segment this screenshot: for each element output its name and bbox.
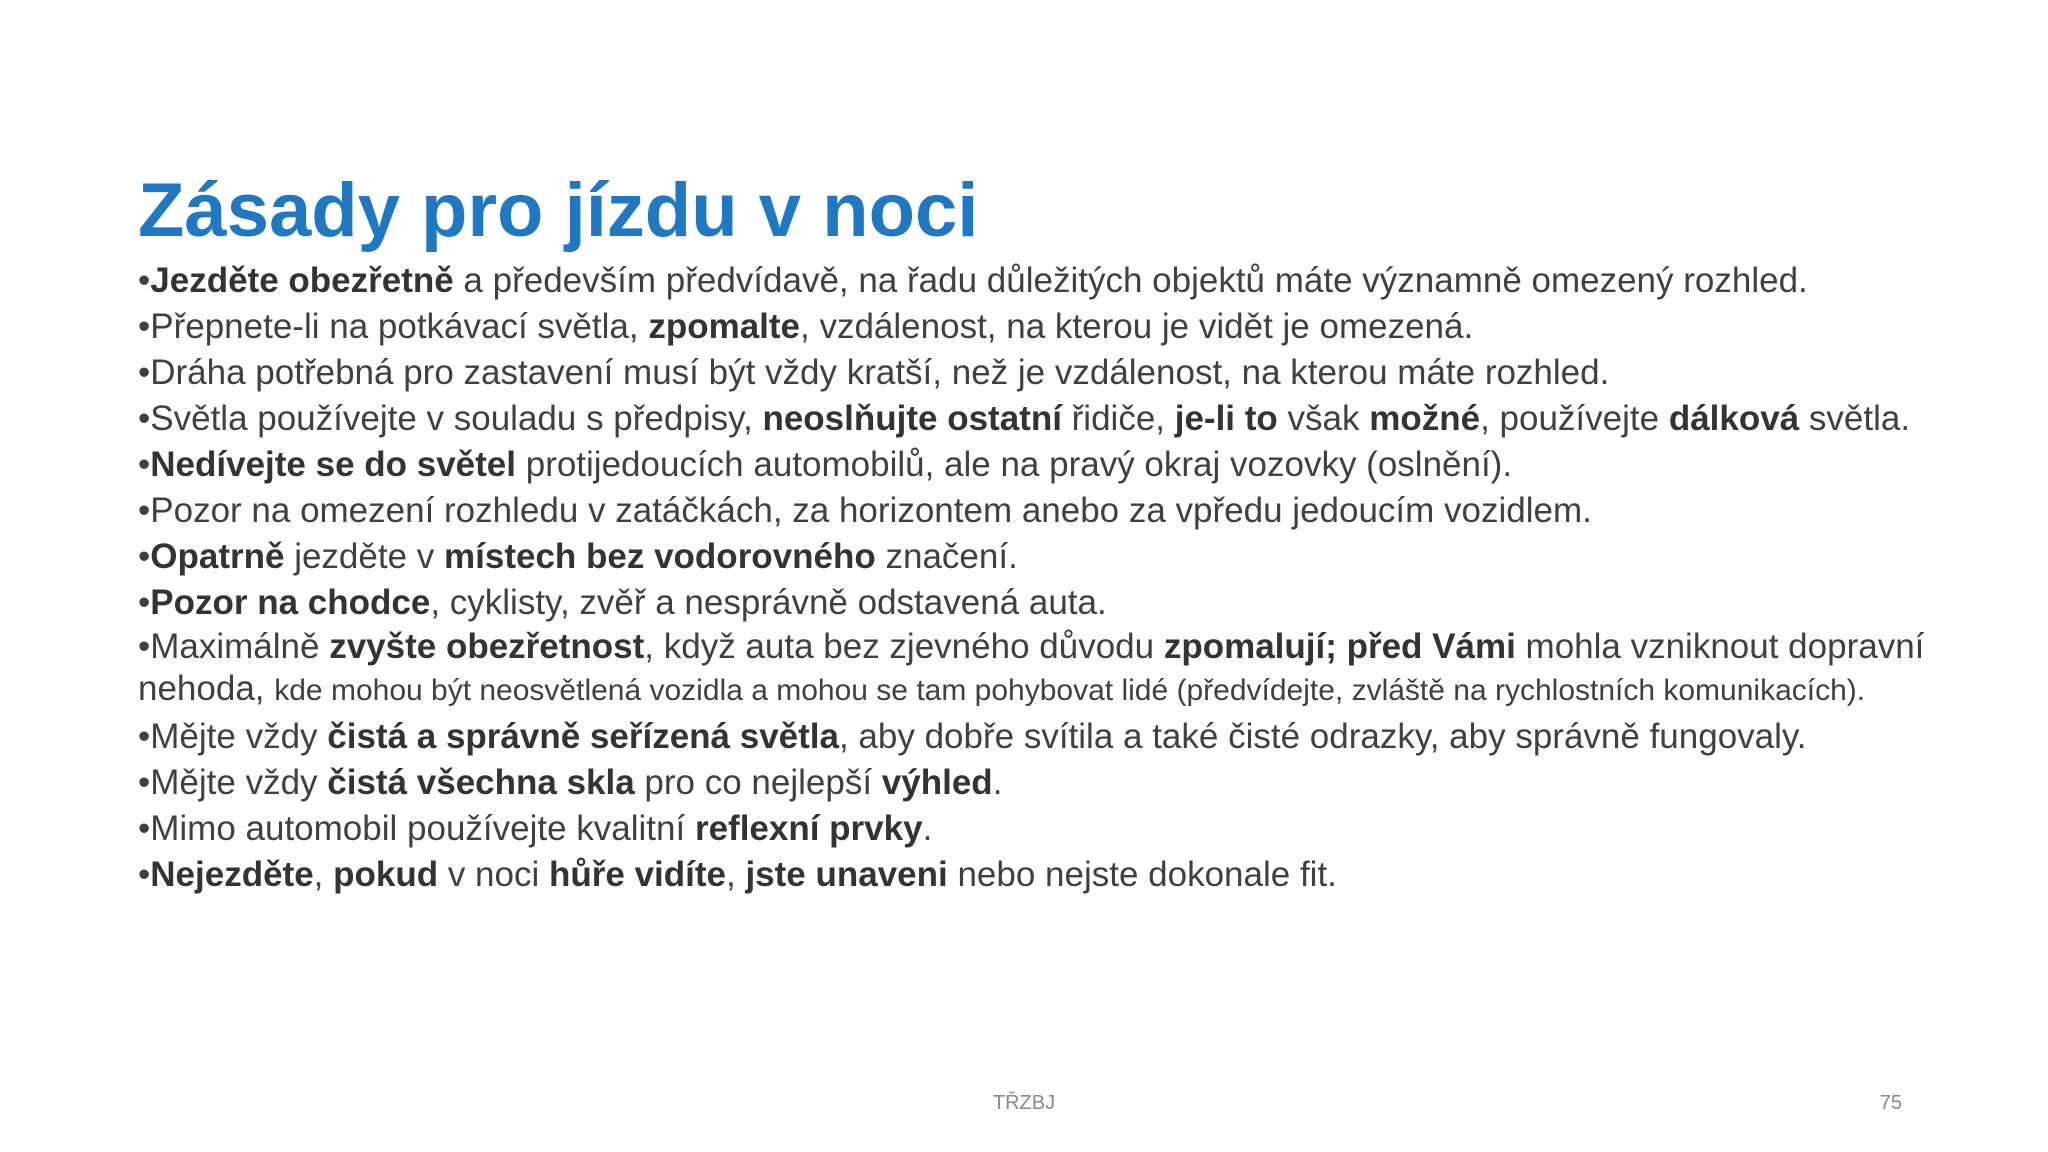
- bullet-item: [138, 304, 2018, 350]
- bullet-text: .: [992, 763, 1003, 802]
- bullet-item: [138, 852, 2018, 898]
- bullet-text: , když auta bez zjevného důvodu: [644, 627, 1164, 666]
- bullet-bold-text: hůře vidíte: [549, 855, 726, 894]
- bullet-bold-text: Opatrně: [150, 537, 285, 576]
- bullet-item: [138, 626, 2018, 714]
- bullet-text: •: [138, 855, 151, 894]
- bullet-bold-text: zpomalte: [648, 307, 801, 346]
- page-number: 75: [1879, 1092, 1902, 1114]
- bullet-bold-text: místech bez vodorovného: [444, 537, 876, 576]
- bullet-text: ,: [725, 855, 746, 894]
- slide-title: Zásady pro jízdu v noci: [138, 168, 979, 253]
- bullet-text: •Mimo automobil používejte kvalitní: [138, 809, 695, 848]
- bullet-text: •Maximálně: [138, 627, 330, 666]
- bullet-text: nebo nejste dokonale fit.: [947, 855, 1337, 894]
- bullet-text: protijedoucích automobilů, ale na pravý okraj vozovky (oslnění).: [516, 445, 1513, 484]
- bullet-text: v noci: [438, 855, 549, 894]
- bullet-text: jezděte v: [284, 537, 445, 576]
- bullet-bold-text: dálková: [1668, 399, 1800, 438]
- bullet-item: [138, 534, 2018, 580]
- bullet-text: •Pozor na omezení rozhledu v zatáčkách, za horizontem anebo za vpředu jedoucím vozidlem.: [138, 491, 1592, 530]
- bullet-text: , používejte: [1480, 399, 1669, 438]
- bullet-item: [138, 396, 2018, 442]
- bullet-text: značení.: [875, 537, 1018, 576]
- bullet-text: světla.: [1799, 399, 1911, 438]
- bullet-text: •Mějte vždy: [138, 717, 328, 756]
- bullet-bold-text: Nedívejte se do světel: [150, 445, 516, 484]
- bullet-text: •Mějte vždy: [138, 763, 328, 802]
- bullet-item: [138, 806, 2018, 852]
- bullet-item: [138, 258, 2018, 304]
- bullet-text: mohla vzniknout dopravní nehoda,: [138, 627, 1925, 708]
- bullet-bold-text: pokud: [333, 855, 439, 894]
- bullet-text: , vzdálenost, na kterou je vidět je omezená.: [800, 307, 1474, 346]
- bullet-bold-text: zpomalují; před Vámi: [1163, 627, 1516, 666]
- bullet-text: , aby dobře svítila a také čisté odrazky, aby správně fungovaly.: [838, 717, 1807, 756]
- bullet-bold-text: neoslňujte ostatní: [762, 399, 1062, 438]
- footer-label: TŘZBJ: [992, 1092, 1056, 1114]
- bullet-text: •Světla používejte v souladu s předpisy,: [138, 399, 763, 438]
- bullet-bold-text: Nejezděte: [150, 855, 314, 894]
- bullet-item: [138, 442, 2018, 488]
- bullet-bold-text: jste unaveni: [745, 855, 948, 894]
- bullet-bold-text: zvyšte obezřetnost: [329, 627, 645, 666]
- bullet-text: .: [922, 809, 933, 848]
- bullet-bold-text: reflexní prvky: [694, 809, 923, 848]
- bullet-item: [138, 714, 2018, 760]
- bullet-text: •Dráha potřebná pro zastavení musí být vždy kratší, než je vzdálenost, na kterou máte rozhled.: [138, 353, 1610, 392]
- bullet-text: však: [1277, 399, 1370, 438]
- bullet-text: , cyklisty, zvěř a nesprávně odstavená auta.: [430, 583, 1107, 622]
- bullet-text: a především předvídavě, na řadu důležitých objektů máte významně omezený rozhled.: [453, 261, 1808, 300]
- bullet-bold-text: výhled: [881, 763, 993, 802]
- bullet-item: [138, 580, 2018, 626]
- bullet-text: ,: [313, 855, 334, 894]
- bullet-item: [138, 488, 2018, 534]
- bullet-bold-text: možné: [1369, 399, 1481, 438]
- bullet-text: •: [138, 261, 151, 300]
- bullet-bold-text: Pozor na chodce: [150, 583, 431, 622]
- bullet-bold-text: Jezděte obezřetně: [150, 261, 454, 300]
- bullet-bold-text: je-li to: [1174, 399, 1278, 438]
- bullet-text: •: [138, 583, 151, 622]
- bullet-item: [138, 760, 2018, 806]
- bullet-text: pro co nejlepší: [634, 763, 882, 802]
- bullet-list: [138, 258, 2018, 898]
- bullet-text: •Přepnete-li na potkávací světla,: [138, 307, 649, 346]
- bullet-item: [138, 350, 2018, 396]
- bullet-text: kde mohou být neosvětlená vozidla a mohou se tam pohybovat lidé (předvídejte, zvláště na rychlostních komunikacích).: [274, 674, 1866, 707]
- bullet-text: •: [138, 537, 151, 576]
- bullet-text: řidiče,: [1061, 399, 1175, 438]
- bullet-text: •: [138, 445, 151, 484]
- bullet-bold-text: čistá všechna skla: [327, 763, 635, 802]
- bullet-bold-text: čistá a správně seřízená světla: [327, 717, 839, 756]
